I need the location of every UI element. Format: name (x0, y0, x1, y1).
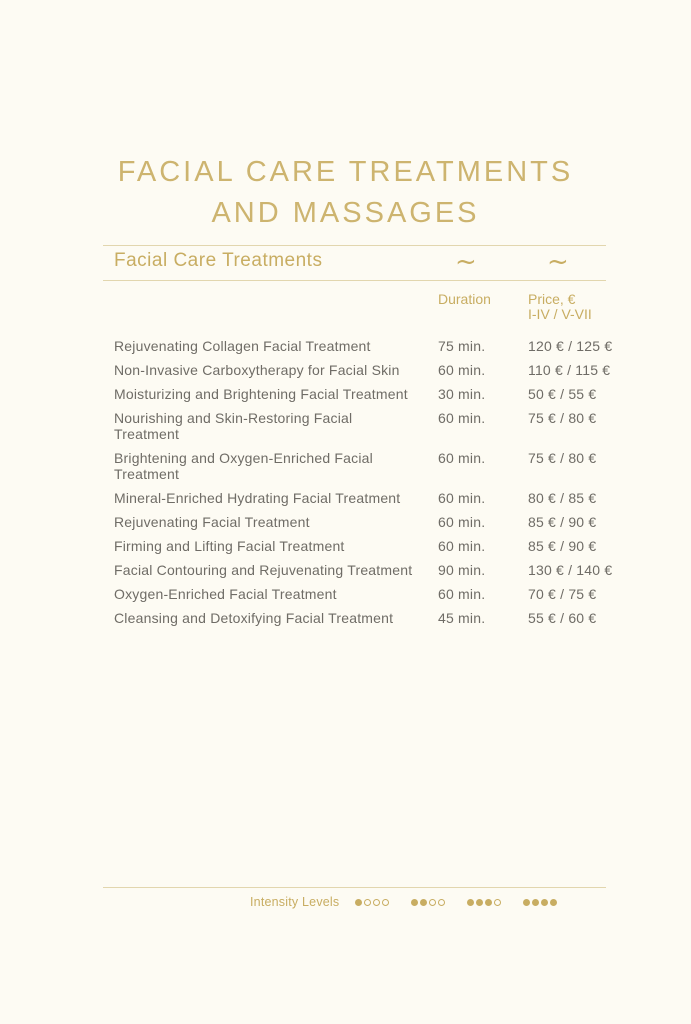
intensity-legend (250, 894, 559, 910)
treatment-duration: 30 min. (438, 386, 486, 402)
page-title-line-2: AND MASSAGES (211, 197, 480, 230)
section-top-divider (103, 245, 606, 246)
intensity-level-2-icon (411, 899, 447, 906)
treatment-price: 75 € / 80 € (528, 410, 597, 426)
treatment-row (114, 450, 624, 482)
treatment-price: 70 € / 75 € (528, 586, 597, 602)
treatment-duration: 60 min. (438, 586, 486, 602)
treatment-price: 85 € / 90 € (528, 538, 597, 554)
section-header-divider (103, 280, 606, 281)
empty-dot-icon (373, 899, 380, 906)
price-column-header (528, 292, 592, 322)
treatment-duration: 60 min. (438, 362, 486, 378)
treatment-name: Rejuvenating Facial Treatment (114, 514, 310, 530)
empty-dot-icon (382, 899, 389, 906)
filled-dot-icon (476, 899, 483, 906)
treatment-row (114, 586, 624, 602)
price-column-header-line-1: Price, € (528, 291, 576, 307)
treatment-price: 55 € / 60 € (528, 610, 597, 626)
intensity-legend-label: Intensity Levels (250, 895, 340, 909)
treatment-price: 75 € / 80 € (528, 450, 597, 466)
treatment-price: 50 € / 55 € (528, 386, 597, 402)
filled-dot-icon (467, 899, 474, 906)
treatment-duration: 75 min. (438, 338, 486, 354)
treatment-price: 80 € / 85 € (528, 490, 597, 506)
empty-dot-icon (494, 899, 501, 906)
filled-dot-icon (420, 899, 427, 906)
treatment-row (114, 538, 624, 554)
filled-dot-icon (550, 899, 557, 906)
price-tilde-ornament: ~ (547, 247, 569, 277)
treatment-row (114, 338, 624, 354)
treatment-duration: 60 min. (438, 410, 486, 426)
treatment-row (114, 386, 624, 402)
treatment-duration: 60 min. (438, 450, 486, 466)
treatment-row (114, 362, 624, 378)
treatment-name: Cleansing and Detoxifying Facial Treatment (114, 610, 394, 626)
treatment-name: Rejuvenating Collagen Facial Treatment (114, 338, 371, 354)
page-title-line-1: FACIAL CARE TREATMENTS (117, 156, 574, 189)
treatment-name: Moisturizing and Brightening Facial Treatment (114, 386, 408, 402)
treatment-name: Mineral-Enriched Hydrating Facial Treatment (114, 490, 401, 506)
treatment-row (114, 490, 624, 506)
treatment-row (114, 562, 624, 578)
treatment-name: Non-Invasive Carboxytherapy for Facial Skin (114, 362, 400, 378)
empty-dot-icon (438, 899, 445, 906)
treatment-list (114, 338, 624, 634)
treatment-duration: 60 min. (438, 490, 486, 506)
treatment-price: 130 € / 140 € (528, 562, 613, 578)
page-title (0, 152, 691, 234)
price-column-header-line-2: I-IV / V-VII (528, 306, 592, 322)
treatment-row (114, 514, 624, 530)
treatment-name: Nourishing and Skin-Restoring Facial Treatment (114, 410, 353, 442)
duration-tilde-ornament: ~ (455, 247, 477, 277)
filled-dot-icon (523, 899, 530, 906)
duration-column-header: Duration (438, 291, 491, 307)
treatment-price: 110 € / 115 € (528, 362, 611, 378)
filled-dot-icon (532, 899, 539, 906)
treatment-name: Facial Contouring and Rejuvenating Treatment (114, 562, 413, 578)
treatment-name: Oxygen-Enriched Facial Treatment (114, 586, 337, 602)
intensity-level-1-icon (355, 899, 391, 906)
treatment-duration: 60 min. (438, 514, 486, 530)
treatment-price: 120 € / 125 € (528, 338, 613, 354)
filled-dot-icon (411, 899, 418, 906)
filled-dot-icon (541, 899, 548, 906)
treatment-price: 85 € / 90 € (528, 514, 597, 530)
treatment-row (114, 610, 624, 626)
intensity-level-3-icon (467, 899, 503, 906)
empty-dot-icon (429, 899, 436, 906)
treatment-duration: 60 min. (438, 538, 486, 554)
treatment-name: Brightening and Oxygen-Enriched Facial Treatment (114, 450, 373, 482)
intensity-level-4-icon (523, 899, 559, 906)
filled-dot-icon (485, 899, 492, 906)
intensity-levels (355, 899, 559, 906)
treatment-duration: 45 min. (438, 610, 486, 626)
treatment-name: Firming and Lifting Facial Treatment (114, 538, 345, 554)
empty-dot-icon (364, 899, 371, 906)
treatment-row (114, 410, 624, 442)
footer-divider (103, 887, 606, 888)
treatment-duration: 90 min. (438, 562, 486, 578)
section-heading: Facial Care Treatments (114, 250, 323, 271)
filled-dot-icon (355, 899, 362, 906)
